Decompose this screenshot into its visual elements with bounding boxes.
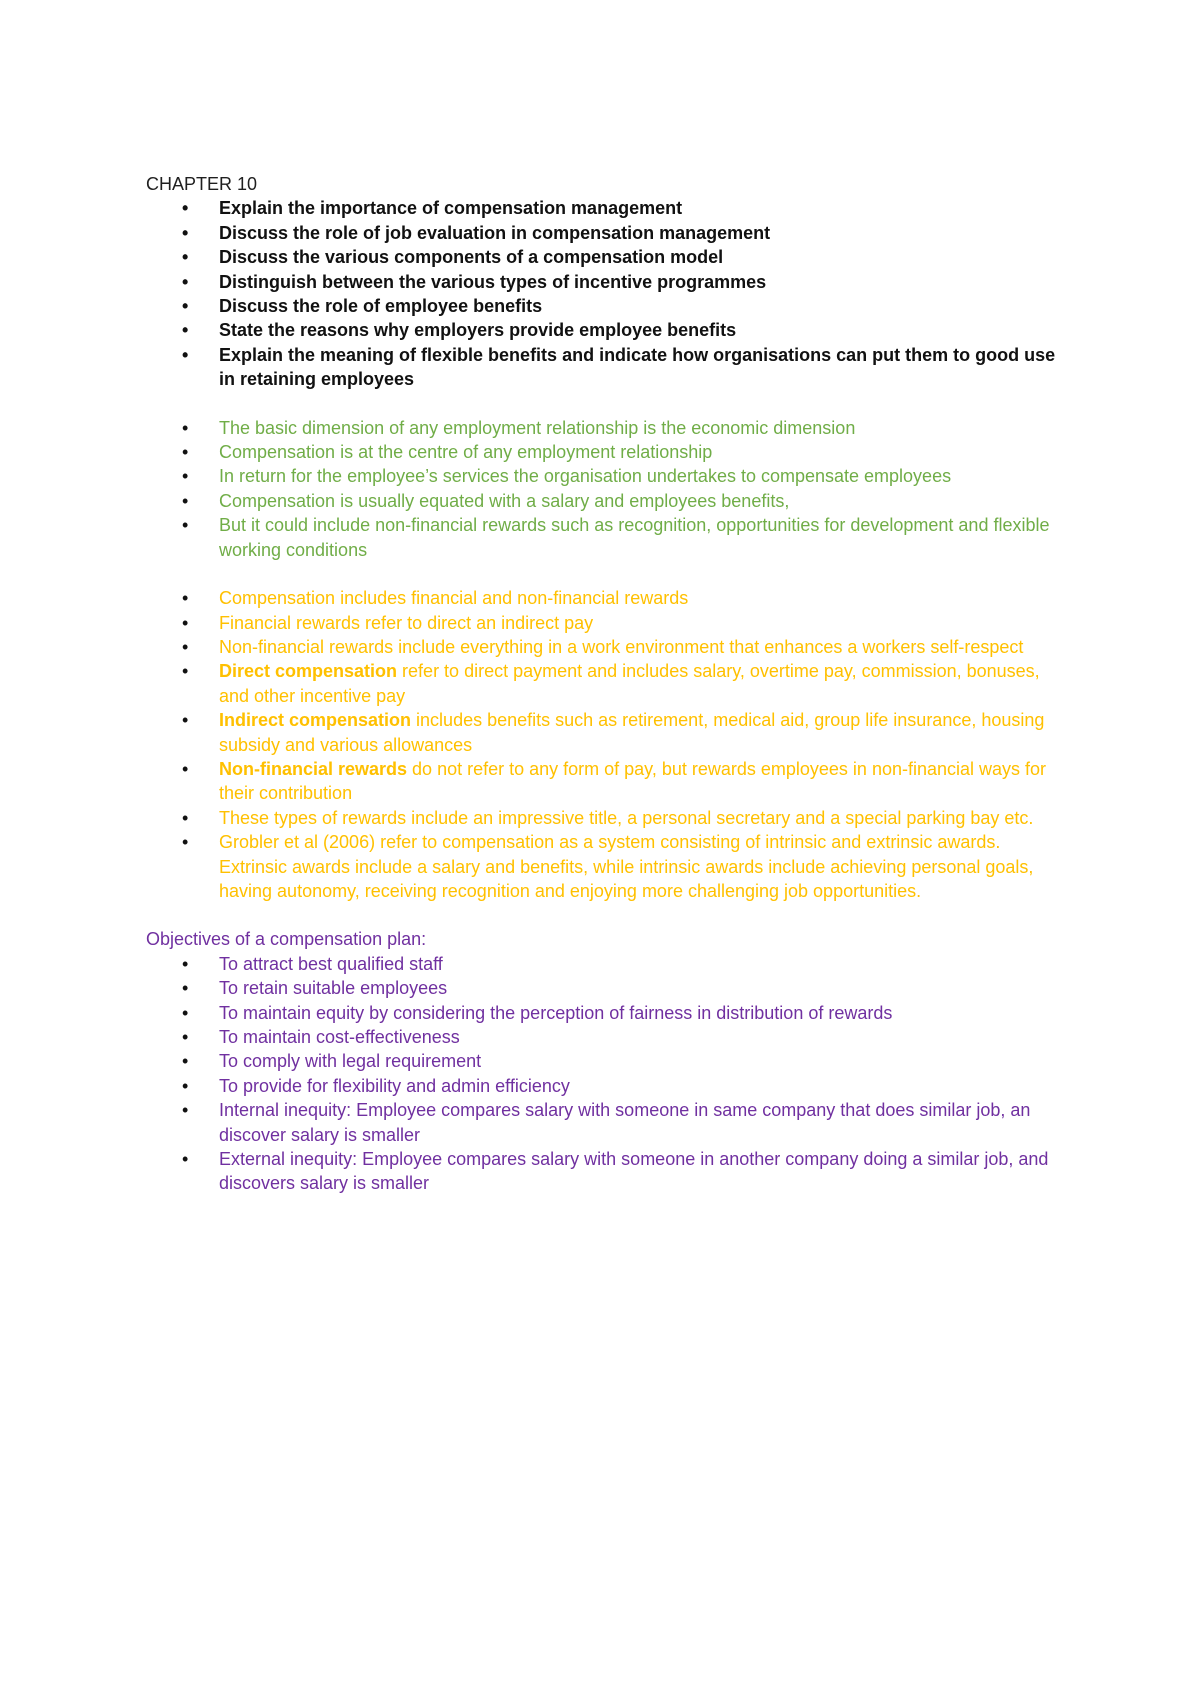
- document-body: [146, 172, 1066, 1196]
- reward-point: [146, 611, 1066, 635]
- objectives-list: [146, 952, 1066, 1196]
- outcome-item: • State the reasons why employers provide employee benefits: [146, 318, 1066, 342]
- objective-item: • To attract best qualified staff: [146, 952, 1066, 976]
- reward-point: [146, 659, 1066, 708]
- reward-term: Direct compensation: [219, 661, 398, 682]
- reward-point: [146, 635, 1066, 659]
- outcome-item: • Discuss the various components of a compensation model: [146, 245, 1066, 269]
- objective-item: • Internal inequity: Employee compares salary with someone in same company that does similar job, an discover salary is smaller: [146, 1098, 1066, 1147]
- reward-point: [146, 757, 1066, 806]
- section-spacer: [146, 392, 1066, 416]
- intro-point: • In return for the employee’s services the organisation undertakes to compensate employees: [146, 464, 1066, 488]
- reward-term: Indirect compensation: [219, 710, 412, 731]
- objective-item: • To comply with legal requirement: [146, 1049, 1066, 1073]
- intro-point: • Compensation is usually equated with a salary and employees benefits,: [146, 489, 1066, 513]
- outcome-item: • Discuss the role of job evaluation in compensation management: [146, 221, 1066, 245]
- outcome-item: • Explain the importance of compensation management: [146, 196, 1066, 220]
- reward-points-list: [146, 586, 1066, 903]
- learning-outcomes-list: [146, 196, 1066, 391]
- reward-point: [146, 586, 1066, 610]
- section-spacer: [146, 562, 1066, 586]
- chapter-title: CHAPTER 10: [146, 174, 258, 194]
- reward-text: Grobler et al (2006) refer to compensation as a system consisting of intrinsic and extrinsic awards. Extrinsic awards include a salary and benefits, while intrinsic awards include achieving personal goals, having autonomy, receiving recognition and enjoying more challenging job opportunities.: [219, 832, 1034, 901]
- outcome-item: • Discuss the role of employee benefits: [146, 294, 1066, 318]
- reward-text: refer to direct payment and includes salary, overtime pay, commission, bonuses, and other incentive pay: [219, 661, 1040, 706]
- reward-text: Compensation includes financial and non-financial rewards: [219, 588, 689, 609]
- outcome-item: • Explain the meaning of flexible benefits and indicate how organisations can put them to good use in retaining employees: [146, 343, 1066, 392]
- objective-item: • To provide for flexibility and admin efficiency: [146, 1074, 1066, 1098]
- reward-text: Financial rewards refer to direct an indirect pay: [219, 612, 594, 633]
- intro-point: • But it could include non-financial rewards such as recognition, opportunities for development and flexible working conditions: [146, 513, 1066, 562]
- objective-item: • To maintain equity by considering the perception of fairness in distribution of rewards: [146, 1001, 1066, 1025]
- objective-item: • External inequity: Employee compares salary with someone in another company doing a similar job, and discovers salary is smaller: [146, 1147, 1066, 1196]
- outcome-item: • Distinguish between the various types of incentive programmes: [146, 270, 1066, 294]
- objective-item: • To retain suitable employees: [146, 976, 1066, 1000]
- intro-point: • The basic dimension of any employment relationship is the economic dimension: [146, 416, 1066, 440]
- reward-point: [146, 830, 1066, 903]
- intro-points-list: [146, 416, 1066, 562]
- intro-point: • Compensation is at the centre of any employment relationship: [146, 440, 1066, 464]
- reward-text: do not refer to any form of pay, but rewards employees in non-financial ways for their contribution: [219, 758, 1047, 804]
- reward-point: [146, 806, 1066, 830]
- objectives-heading: Objectives of a compensation plan:: [146, 929, 427, 950]
- reward-text: includes benefits such as retirement, medical aid, group life insurance, housing subsidy and various allowances: [219, 710, 1045, 755]
- objective-item: • To maintain cost-effectiveness: [146, 1025, 1066, 1049]
- reward-text: These types of rewards include an impressive title, a personal secretary and a special parking bay etc.: [219, 807, 1034, 828]
- section-spacer: [146, 903, 1066, 927]
- reward-term: Non-financial rewards: [219, 758, 408, 779]
- reward-point: [146, 708, 1066, 757]
- reward-text: Non-financial rewards include everything in a work environment that enhances a workers self-respect: [219, 636, 1024, 657]
